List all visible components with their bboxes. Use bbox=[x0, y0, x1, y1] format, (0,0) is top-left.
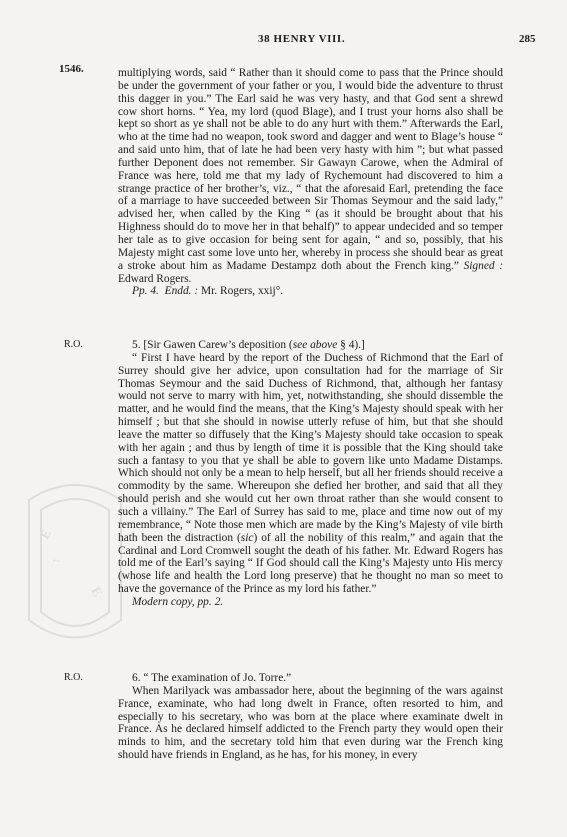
signed-label: Signed : bbox=[463, 259, 503, 272]
see-above-italic: see above bbox=[292, 339, 338, 351]
endorsement-line bbox=[118, 285, 503, 298]
section-5-block bbox=[118, 339, 503, 609]
running-title: 38 HENRY VIII. bbox=[258, 33, 346, 45]
copy-note: Modern copy, pp. 2. bbox=[132, 595, 224, 608]
margin-year: 1546. bbox=[59, 63, 84, 75]
continuation-paragraph bbox=[118, 67, 503, 285]
margin-note-ro-2: R.O. bbox=[64, 672, 83, 683]
endorsement-pages: Pp. 4. bbox=[132, 285, 159, 298]
svg-text:E: E bbox=[88, 584, 106, 600]
stamp-watermark bbox=[21, 470, 129, 660]
margin-note-ro-1: R.O. bbox=[64, 339, 83, 350]
section-5-heading bbox=[118, 339, 503, 352]
page-number: 285 bbox=[519, 33, 536, 45]
continuation-text: multiplying words, said “ Rather than it should come to pass that the Prince should be under the government of your father or you, I would bide the adventure to thrust this dagger in you.” The Earl said he was very hasty, and that God sent a shrewd cow short horns. “ Yea, my lord (quod Blage), and I trust your horns also shall be kept so short as ye shall not be able to do any hurt with them.” Afterwards the Earl, who at the time had no weapon, took sword and dagger and went to Blage’s house “ and said unto him, that of late he had been very hasty with him ”; but what passed further Deponent does not remember. Sir Gawayn Carowe, when the Admiral of France was here, told me that my lady of Rychemount had discovered to him a strange practice of her brother’s, viz., “ that the aforesaid Earl, pretending the face of a marriage to have succeeded between Sir Thomas Seymour and the said lady,” advised her, when called by the King “ (as it should be brought about that his Highness should do to move her in that behalf)” to appear undecided and so temper her tale as to give occasion for being sent for again, “ and so, possibly, that his Majesty might cast some love unto her, whereby in process she should bear as great a stroke about him as Madame Destampz doth about the French king.” bbox=[118, 67, 503, 272]
section-6-paragraph: When Marilyack was ambassador here, about the beginning of the wars against France, examinate, who had long dwelt in France, often resorted to him, and especially to his secretary, who was born at the place where examinate dwelt in France. As he declared himself addicted to the French party they would open their minds to him, and the secretary told him that even during war the French king should have friends in England, as he has, for his money, in every bbox=[118, 684, 503, 762]
sic-italic: sic bbox=[240, 531, 254, 544]
svg-text:E: E bbox=[36, 526, 54, 542]
endorsement-text: Mr. Rogers, xxij°. bbox=[201, 285, 284, 298]
signed-name: Edward Rogers. bbox=[118, 272, 192, 285]
section-ref: § 4).] bbox=[337, 339, 365, 351]
top-paragraph-block bbox=[118, 67, 503, 298]
endorsement-label: Endd. : bbox=[164, 285, 199, 298]
section-5-paragraph bbox=[118, 352, 503, 596]
running-head bbox=[0, 33, 567, 47]
section-6-heading: 6. “ The examination of Jo. Torre.” bbox=[132, 672, 292, 684]
section-6-block bbox=[118, 672, 503, 762]
svg-text:~: ~ bbox=[53, 553, 60, 568]
section-5-text-a: “ First I have heard by the report of the Duchess of Richmond that the Earl of Surrey should give her advice, upon consultation had for the marriage of Sir Thomas Seymour and the said Duchess of Richmond, that, although her fantasy would not serve to marry with him, yet, notwithstanding, she should dissemble the matter, and he would find the means, that the King’s Majesty should speak with her himself ; but that she should in nowise utterly refuse of him, but that she should leave the matter so diffusely that the King’s Majesty should take occasion to speak with her again ; and thus by length of time it is possible that the King should take such a fantasy to you that ye shall be able to govern like unto Madame Distamps. Which should not only be a mean to help herself, but all her friends should receive a commodity by the same. Whereupon she defied her brother, and said that all they should perish and she would cut her own throat rather than she would consent to such a villainy.” The Earl of Surrey has said to me, place and time now out of my remembrance, “ Note those men which are made by the King’s Majesty of vile birth hath been the distraction ( bbox=[118, 351, 503, 544]
section-5-text-b: ) of all the nobility of this realm,” and again that the Cardinal and Lord Cromwell sought the death of his father. Mr. Edward Rogers has told me of the Earl’s saying “ If God should call the King’s Majesty unto His mercy (whose life and health the Lord long preserve) that he thought no man so meet to have the governance of the Prince as my lord his father.” bbox=[118, 531, 503, 596]
section-5-opening: 5. [Sir Gawen Carew’s deposition ( bbox=[132, 339, 293, 351]
